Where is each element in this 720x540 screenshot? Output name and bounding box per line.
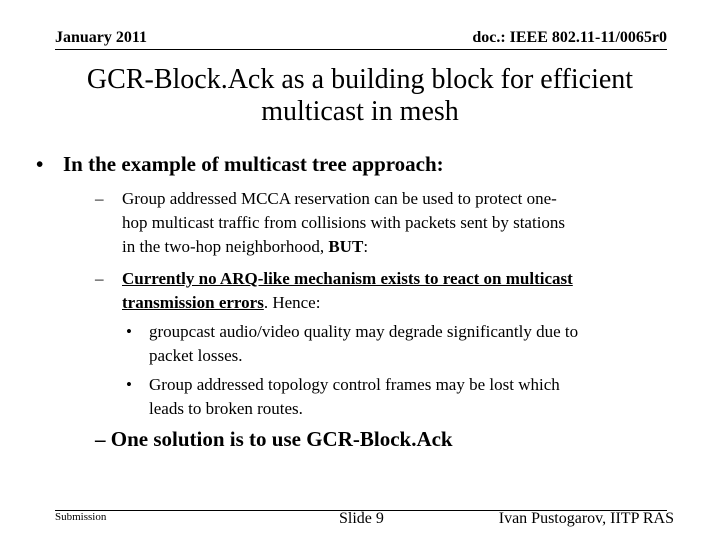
footer-submission: Submission <box>55 511 107 523</box>
sub-bullet-1 <box>95 187 662 259</box>
sub-bullet-2 <box>95 267 662 315</box>
subsub1-line-2: packet losses. <box>149 346 243 365</box>
subsub2-line-2: leads to broken routes. <box>149 399 303 418</box>
bullet-dot: • <box>126 375 132 394</box>
sub1-line3-bold: BUT <box>328 237 364 256</box>
footer-author: Ivan Pustogarov, IITP RAS <box>498 510 674 527</box>
sub-sub-bullet-2 <box>126 373 669 421</box>
sub2-line2-underline: transmission errors <box>122 293 264 312</box>
bullet-dot: • <box>126 322 132 341</box>
sub1-line-1: Group addressed MCCA reservation can be used to protect one- <box>122 189 557 208</box>
sub3-text: One solution is to use GCR-Block.Ack <box>110 427 453 451</box>
header-date: January 2011 <box>55 29 148 46</box>
sub2-line-2 <box>122 291 662 315</box>
sub1-line3-suffix: : <box>363 237 369 256</box>
sub1-line3-prefix: in the two-hop neighborhood, <box>122 237 329 256</box>
sub1-line-3 <box>122 235 662 259</box>
subsub2-line-1: Group addressed topology control frames may be lost which <box>149 375 560 394</box>
sub2-line2-suffix: . Hence: <box>263 293 321 312</box>
title-line-2: multicast in mesh <box>261 96 459 127</box>
sub1-line-2: hop multicast traffic from collisions with packets sent by stations <box>122 213 566 232</box>
subsub1-line-1: groupcast audio/video quality may degrade significantly due to <box>149 322 579 341</box>
dash-mark: – <box>95 427 106 451</box>
header-doc-id: doc.: IEEE 802.11-11/0065r0 <box>472 29 667 46</box>
slide-title <box>30 64 690 128</box>
footer-slide-number: Slide 9 <box>339 510 384 527</box>
sub2-line-1: Currently no ARQ-like mechanism exists to react on multicast <box>122 269 573 288</box>
sub-bullet-3 <box>95 427 453 452</box>
dash-mark: – <box>95 269 104 288</box>
bullet-dot: • <box>36 152 44 176</box>
title-line-1: GCR-Block.Ack as a building block for efficient <box>86 64 634 95</box>
sub-sub-bullet-1 <box>126 320 669 368</box>
dash-mark: – <box>95 189 104 208</box>
bullet-text: In the example of multicast tree approach: <box>63 152 444 176</box>
header-rule <box>55 49 667 50</box>
